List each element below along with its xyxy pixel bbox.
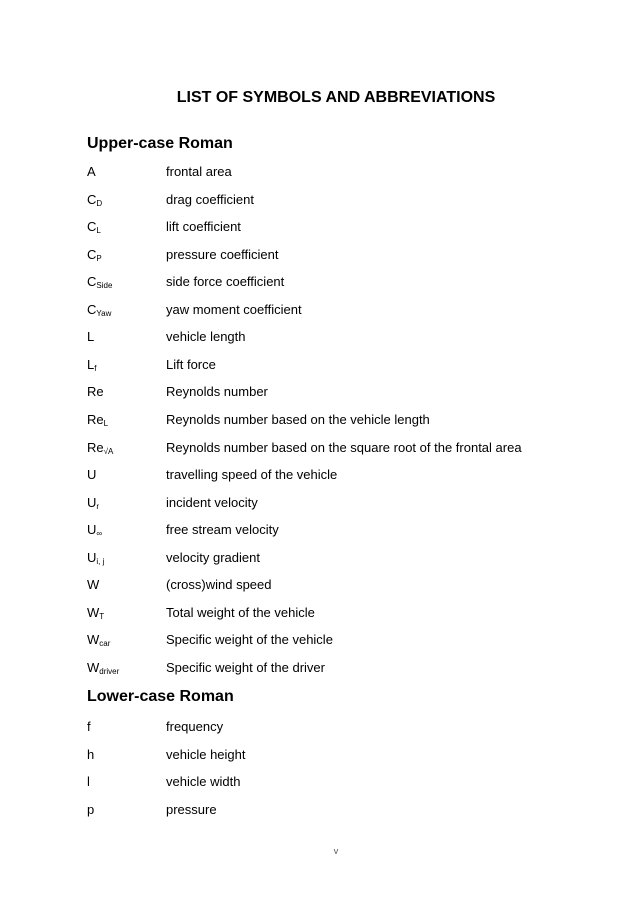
symbol-description: frequency	[166, 719, 224, 734]
symbol-base: p	[87, 801, 95, 817]
symbol	[87, 605, 104, 620]
symbol	[87, 550, 104, 565]
symbol-base: W	[87, 577, 100, 593]
symbol	[87, 247, 102, 262]
symbol-description: free stream velocity	[166, 522, 279, 538]
symbol-row	[0, 247, 638, 267]
symbol-subscript: f	[94, 363, 97, 373]
symbol-row	[0, 632, 638, 652]
symbol-base: C	[87, 191, 97, 207]
symbol-base: A	[87, 164, 96, 179]
symbol-subscript: r	[96, 501, 100, 511]
symbol-base: Re	[87, 384, 104, 400]
page-number: v	[333, 846, 339, 856]
symbol	[87, 440, 113, 455]
symbol-subscript: P	[96, 253, 102, 263]
symbol-base: C	[87, 246, 97, 262]
symbol-subscript: L	[103, 418, 109, 428]
symbol-row	[0, 274, 638, 294]
symbol-description: Lift force	[166, 356, 216, 372]
symbol-row	[0, 577, 638, 597]
symbol-description: incident velocity	[166, 494, 258, 510]
symbol-base: l	[87, 774, 90, 790]
symbol	[87, 302, 111, 317]
symbol-row	[0, 192, 638, 212]
symbol	[87, 219, 101, 234]
symbol	[87, 329, 94, 344]
symbol-row	[0, 550, 638, 570]
symbol-base: C	[87, 301, 97, 317]
symbol-base: L	[87, 356, 95, 372]
symbol-description: travelling speed of the vehicle	[166, 467, 338, 483]
symbol	[87, 164, 96, 179]
symbol-row	[0, 384, 638, 404]
symbol-base: h	[87, 746, 95, 762]
symbol-description: pressure	[166, 801, 217, 817]
symbol-row	[0, 774, 638, 794]
symbol-description: Specific weight of the vehicle	[166, 632, 333, 648]
symbol-row	[0, 440, 638, 460]
symbol-row	[0, 495, 638, 515]
symbol-description: Reynolds number based on the square root of the frontal area	[166, 439, 522, 455]
symbol-row	[0, 719, 638, 739]
symbol	[87, 412, 108, 427]
section-heading-upper-case: Upper-case Roman	[87, 135, 233, 152]
symbol-row	[0, 660, 638, 680]
symbol-base: U	[87, 522, 97, 538]
symbol-subscript: ∞	[96, 529, 103, 539]
symbol-description: drag coefficient	[166, 191, 254, 207]
symbol-description: side force coefficient	[166, 274, 285, 290]
symbol-subscript: i, j	[96, 556, 105, 566]
symbol-subscript: T	[99, 611, 105, 621]
symbol	[87, 192, 102, 207]
symbol-description: vehicle height	[166, 746, 246, 762]
symbol-row	[0, 164, 638, 184]
symbol-subscript: D	[96, 198, 103, 208]
page-title: LIST OF SYMBOLS AND ABBREVIATIONS	[176, 89, 496, 106]
symbol-description: Reynolds number based on the vehicle length	[166, 411, 430, 427]
symbol	[87, 660, 119, 675]
symbol-row	[0, 522, 638, 542]
symbol-subscript: car	[99, 639, 111, 649]
symbol-base: C	[87, 274, 97, 290]
symbol-description: lift coefficient	[166, 219, 241, 235]
symbol-base: Re	[87, 411, 104, 427]
symbol	[87, 495, 99, 510]
symbol-row	[0, 357, 638, 377]
symbol-base: U	[87, 467, 97, 483]
symbol-subscript: driver	[99, 666, 120, 676]
symbol-subscript: L	[96, 226, 101, 236]
symbol-base: Re	[87, 439, 104, 455]
symbol	[87, 577, 99, 592]
symbol-description: vehicle length	[166, 329, 246, 345]
symbol	[87, 384, 104, 399]
symbol-description: Reynolds number	[166, 384, 268, 400]
symbol-description: velocity gradient	[166, 549, 260, 565]
symbol-base: U	[87, 549, 97, 565]
symbol-subscript: Yaw	[96, 308, 112, 318]
symbol-description: vehicle width	[166, 774, 241, 790]
symbol	[87, 357, 96, 372]
symbol	[87, 719, 91, 734]
symbol	[87, 522, 102, 537]
symbol-description: Specific weight of the driver	[166, 659, 325, 675]
symbol-base: W	[87, 659, 100, 675]
symbol-description: pressure coefficient	[166, 246, 279, 262]
symbol-row	[0, 329, 638, 349]
symbol-base: f	[87, 719, 91, 734]
symbol-row	[0, 747, 638, 767]
symbol-row	[0, 802, 638, 822]
symbol-row	[0, 605, 638, 625]
symbol-row	[0, 412, 638, 432]
symbol	[87, 802, 94, 817]
symbol	[87, 632, 110, 647]
symbol	[87, 747, 94, 762]
symbol-base: L	[87, 329, 95, 345]
symbol	[87, 774, 90, 789]
symbol-base: U	[87, 494, 97, 510]
symbol	[87, 467, 96, 482]
section-heading-lower-case: Lower-case Roman	[87, 688, 234, 705]
symbol-row	[0, 302, 638, 322]
symbol-subscript: Side	[96, 281, 113, 291]
symbol-row	[0, 467, 638, 487]
symbol-description: (cross)wind speed	[166, 577, 272, 593]
symbol	[87, 274, 112, 289]
symbol-subscript: √A	[103, 446, 114, 456]
symbol-base: W	[87, 632, 100, 648]
symbol-description: frontal area	[166, 164, 232, 179]
symbol-base: C	[87, 219, 97, 235]
symbol-description: yaw moment coefficient	[166, 301, 302, 317]
symbol-description: Total weight of the vehicle	[166, 604, 315, 620]
symbol-row	[0, 219, 638, 239]
symbol-base: W	[87, 604, 100, 620]
